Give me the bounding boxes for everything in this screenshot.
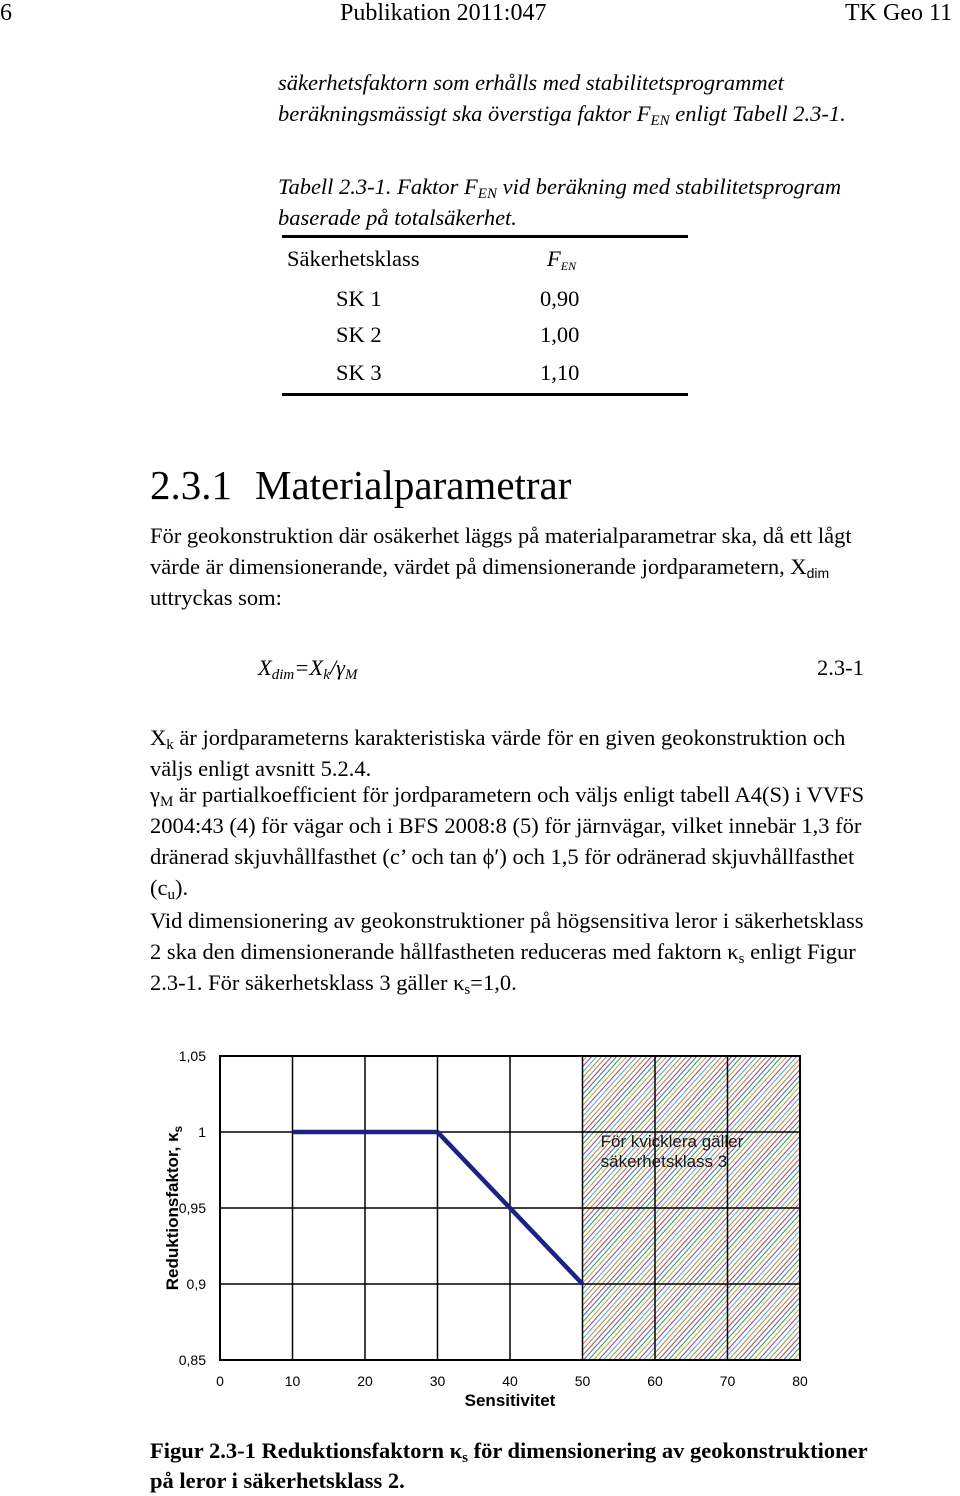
table-header-fen: $F_{EN}$ [547, 247, 576, 271]
hatch-line [774, 1056, 960, 1360]
para3-line-4: $(c_u)$. [150, 872, 188, 903]
figure-caption-line-2: på leror i säkerhetsklass 2. [150, 1465, 405, 1496]
table-caption: Tabell 2.3-1. Faktor $F_{EN}$ vid beräkning med stabilitetsprogram [278, 171, 841, 202]
intro-line-1: säkerhetsfaktorn som erhålls med stabilitetsprogrammet [278, 67, 784, 98]
hatch-line [814, 1056, 960, 1360]
table-cell-value: 1,00 [540, 323, 579, 347]
y-tick-label: 0,85 [179, 1352, 206, 1368]
y-tick-label: 0,9 [187, 1276, 207, 1292]
para1-line-3: uttryckas som: [150, 582, 282, 613]
equation: $X_{dim}=X_k/\gamma_M$ [258, 652, 358, 683]
para4-line-1: Vid dimensionering av geokonstruktioner på högsensitiva leror i säkerhetsklass [150, 905, 864, 936]
x-tick-label: 70 [720, 1373, 736, 1389]
hatch-line [809, 1056, 960, 1360]
annotation-line-1: För kvicklera gäller [601, 1132, 744, 1151]
svg-text:Reduktionsfaktor, κs: Reduktionsfaktor, $\kappa_s$ [163, 1125, 185, 1290]
reduction-factor-chart [150, 1040, 840, 1390]
hatch-line [794, 1056, 960, 1360]
para4-line-2: 2 ska den dimensionerande hållfastheten reduceras med faktorn $\kappa_s$ enligt Figur [150, 936, 856, 967]
section-number: 2.3.1 [150, 462, 232, 508]
table-top-rule [282, 235, 688, 238]
x-axis-ticks [216, 1373, 808, 1389]
figure-caption-line-1: Figur 2.3-1 Reduktionsfaktorn $\kappa_s$ för dimensionering av geokonstruktioner [150, 1435, 868, 1466]
y-axis-label [163, 1125, 185, 1290]
y-tick-label: 1 [198, 1124, 206, 1140]
table-bottom-rule [282, 393, 688, 396]
x-tick-label: 0 [216, 1373, 224, 1389]
para3-line-3: dränerad skjuvhållfasthet (c’ och tan ϕ′) och 1,5 för odränerad skjuvhållfasthet [150, 841, 854, 872]
x-tick-label: 50 [575, 1373, 591, 1389]
hatch-line [804, 1056, 960, 1360]
para4-line-3: 2.3-1. För säkerhetsklass 3 gäller $\kappa_s=1,0$. [150, 967, 517, 998]
table-caption-line-2: baserade på totalsäkerhet. [278, 202, 517, 233]
table-header-class: Säkerhetsklass [287, 247, 419, 271]
para2-line-2: väljs enligt avsnitt 5.2.4. [150, 753, 371, 784]
para3-line-1: $\gamma_M$ är partialkoefficient för jordparametern och väljs enligt tabell A4(S) i VVFS [150, 779, 864, 810]
para1-line-1: För geokonstruktion där osäkerhet läggs på materialparametrar ska, då ett lågt [150, 520, 852, 551]
x-axis-label: Sensitivitet [465, 1391, 556, 1410]
hatch-line [799, 1056, 960, 1360]
table-cell-value: 1,10 [540, 361, 579, 385]
table-cell-class: SK 2 [336, 323, 382, 347]
x-tick-label: 10 [285, 1373, 301, 1389]
equation-number: 2.3-1 [817, 652, 864, 683]
table-cell-class: SK 3 [336, 361, 382, 385]
table-cell-class: SK 1 [336, 287, 382, 311]
x-tick-label: 80 [792, 1373, 808, 1389]
series-title: TK Geo 11 [845, 0, 952, 26]
hatch-line [784, 1056, 960, 1360]
section-title: Materialparametrar [255, 462, 571, 508]
hatch-line [779, 1056, 960, 1360]
table-cell-value: 0,90 [540, 287, 579, 311]
hatch-line [819, 1056, 960, 1360]
x-tick-label: 30 [430, 1373, 446, 1389]
y-tick-label: 1,05 [179, 1048, 206, 1064]
intro-line-2: beräkningsmässigt ska överstiga faktor $F_{EN}$ enligt Tabell 2.3-1. [278, 98, 846, 129]
hatch-line [789, 1056, 960, 1360]
x-tick-label: 20 [357, 1373, 373, 1389]
publication-id: Publikation 2011:047 [340, 0, 546, 26]
para3-line-2: 2004:43 (4) för vägar och i BFS 2008:8 (5) för järnvägar, vilket innebär 1,3 för [150, 810, 861, 841]
y-tick-label: 0,95 [179, 1200, 206, 1216]
page-number: 6 [0, 0, 12, 26]
annotation-line-2: säkerhetsklass 3 [601, 1152, 728, 1171]
y-axis-ticks [179, 1048, 206, 1368]
para1-line-2: värde är dimensionerande, värdet på dimensionerande jordparametern, $X_{dim}$ [150, 551, 829, 582]
para2-line-1: $X_k$ är jordparameterns karakteristiska värde för en given geokonstruktion och [150, 722, 845, 753]
x-tick-label: 40 [502, 1373, 518, 1389]
x-tick-label: 60 [647, 1373, 663, 1389]
